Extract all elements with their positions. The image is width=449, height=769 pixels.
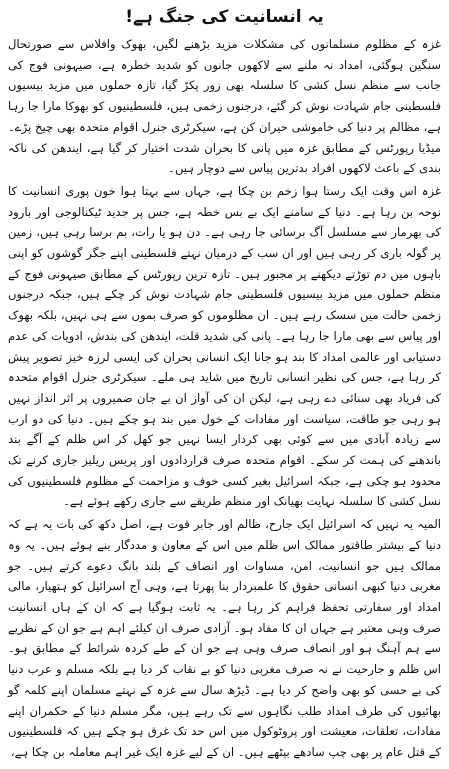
article-title: یہ انسانیت کی جنگ ہے! [125, 7, 324, 27]
article-paragraph-3: المیہ یہ نہیں کہ اسرائیل ایک جارح، ظالم اور جابر قوت ہے، اصل دکھ کی بات یہ ہے کہ دنیا کے بیشتر طاقتور ممالک اس ظلم میں اس کے معاون و مددگار بنے ہوئے ہیں۔ یہ وہ ممالک ہیں جو انسانیت، امن، مساوات اور انصاف کے بلند بانگ دعوے کرتے ہیں۔ جو مغربی دنیا کبھی انسانی حقوق کا علمبردار بنا پھرتا ہے، وہی آج اسرائیل کو ہتھیار، مالی امداد اور سفارتی تحفظ فراہم کر رہا ہے۔ یہ ثابت ہوگیا ہے کہ ان کے ہاں انسانیت صرف وہی معتبر ہے جہاں ان کا مفاد ہو۔ آزادی صرف ان کیلئے اہم ہے جو ان کے نظریے سے ہم آہنگ ہو اور انصاف صرف وہی ہے جو ان کے طے کردہ شرائط کے مطابق ہو۔ اس ظلم و جارحیت نے نہ صرف مغربی دنیا کو بے نقاب کر دیا ہے بلکہ مسلم و عرب دنیا کی بے حسی کو بھی واضح کر دیا ہے۔ ڈیڑھ سال سے غزہ کے نہتے مسلمان اپنے کلمہ گو بھائیوں کی طرف امداد طلب نگاہوں سے تک رہے ہیں، مگر مسلم دنیا کے حکمران اپنے مفادات، تعلقات، معیشت اور پروٹوکول میں اس حد تک غرق ہو چکے ہیں کہ فلسطینیوں کے قتل عام پر بھی چپ سادھے بیٹھے ہیں۔ ان کے لیے غزہ ایک غیر اہم معاملہ بن چکا ہے، [8, 517, 441, 759]
article-paragraph-2: غزہ اس وقت ایک رستا ہوا زخم بن چکا ہے، جہاں سے بہتا ہوا خون پوری انسانیت کا نوحہ بن رہا ہے۔ دنیا کے سامنے ایک بے بس خطہ ہے، جس پر جدید ٹیکنالوجی اور بارود کی بھرمار سے مسلسل آگ برسائی جا رہی ہے۔ دن ہو یا رات، بم برسا رہی ہیں، زمین پر گولہ باری کر رہی ہیں اور ان سب کے درمیان نہتے فلسطینی اپنے جگر گوشوں کو اپنی باہوں میں دم توڑتے دیکھنے پر مجبور ہیں۔ تازہ ترین رپورٹس کے مطابق صیہونی فوج کے منظم حملوں میں مزید بیسیوں فلسطینی جام شہادت نوش کر چکے ہیں، جبکہ درجنوں زخمی حالت میں سسک رہے ہیں۔ ان مظلوموں کو صرف بموں سے ہی نہیں، بلکہ بھوک اور پیاس سے بھی مارا جا رہا ہے۔ پانی کی شدید قلت، ایندھن کی بندش، ادویات کی عدم دستیابی اور عالمی امداد کا بند ہو جانا ایک انسانی بحران کی ایسی لرزہ خیز تصویر پیش کر رہا ہے، جس کی نظیر انسانی تاریخ میں شاید ہی ملے۔ سیکرٹری جنرل اقوام متحدہ کی فریاد بھی سنائی دے رہی ہے، لیکن ان کی آواز ان بے جان ضمیروں پر اثر انداز نہیں ہو رہی جو طاقت، سیاست اور مفادات کے خول میں بند ہو چکے ہیں۔ دنیا کی دو ارب سے زیادہ آبادی میں سے کوئی بھی کردار ایسا نہیں جو کھل کر اس ظلم کے آگے بند باندھنے کی ہمت کر سکے۔ اقوام متحدہ صرف قراردادوں اور پریس ریلیز جاری کرنے تک محدود ہو چکی ہے، جبکہ اسرائیل بغیر کسی خوف و مزاحمت کے مظلوم فلسطینیوں کی نسل کشی کا سلسلہ نہایت بھیانک اور منظم طریقے سے جاری رکھے ہوئے ہے۔ [8, 183, 441, 509]
article-paragraph-1: غزہ کے مظلوم مسلمانوں کی مشکلات مزید بڑھنے لگیں، بھوک وافلاس سے صورتحال سنگین ہوگئی، امداد نہ ملنے سے لاکھوں جانوں کو شدید خطرہ ہے، صیہونی فوج کی جانب سے منظم نسل کشی کا سلسلہ بھی زور پکڑ گیا، تازہ حملوں میں مزید بیسیوں فلسطینی جام شہادت نوش کر گئے، درجنوں زخمی ہیں، فلسطینیوں کو بھوکا مارا جا رہا ہے، مظالم پر دنیا کی خاموشی حیران کن ہے، سیکرٹری جنرل اقوام متحدہ بھی چیخ پڑے۔ میڈیا رپورٹس کے مطابق غزہ میں پانی کا بحران شدت اختیار کر گیا ہے، ایندھن کی ناکہ بندی کے باعث لاکھوں افراد بدترین پیاس سے دوچار ہیں۔ [8, 37, 441, 176]
